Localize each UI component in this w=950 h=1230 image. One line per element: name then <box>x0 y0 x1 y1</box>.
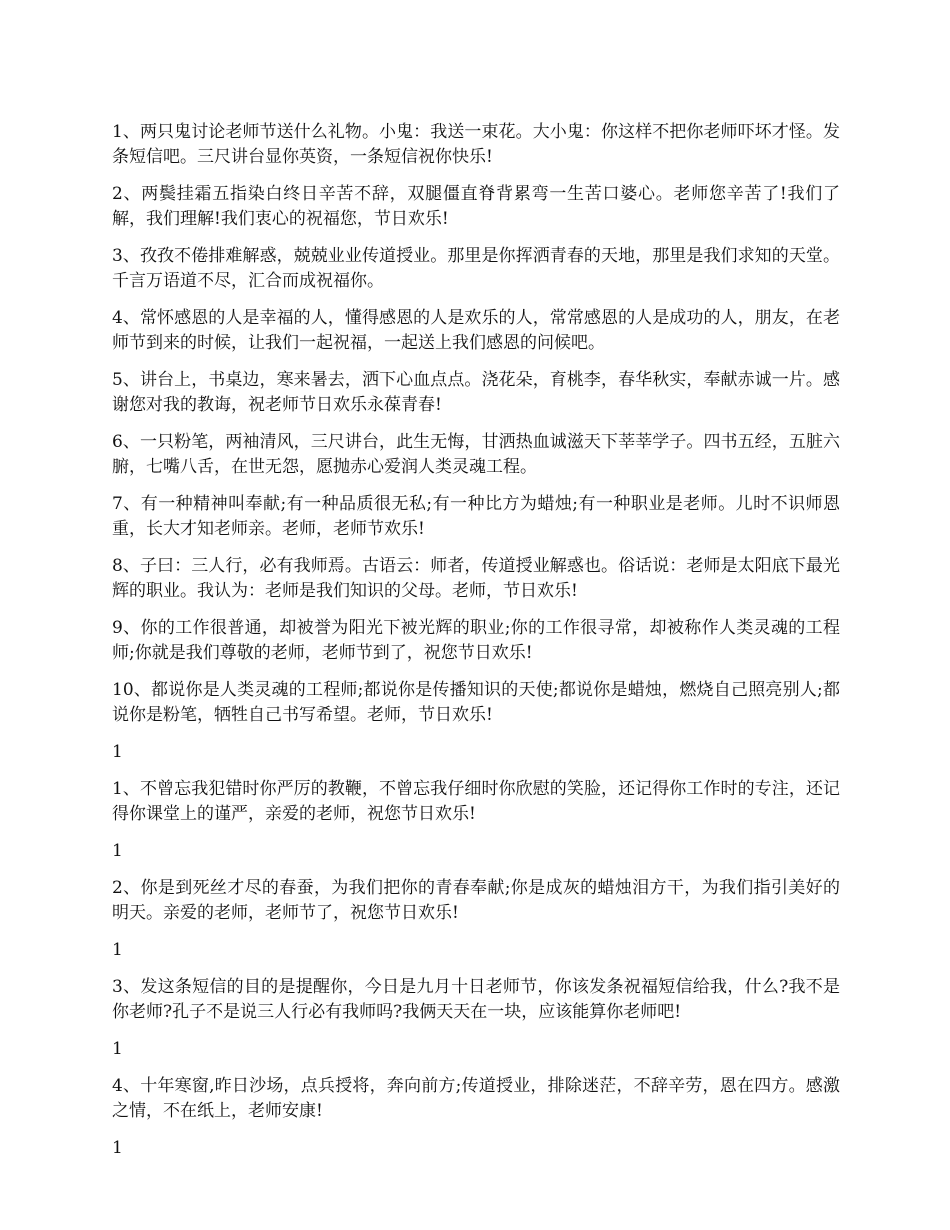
section-number: 1 <box>112 1039 123 1059</box>
paragraph: 9、你的工作很普通，却被誉为阳光下被光辉的职业;你的工作很寻常，却被称作人类灵魂的工程师;你就是我们尊敬的老师，老师节到了，祝您节日欢乐! <box>112 618 840 663</box>
paragraph: 1、两只鬼讨论老师节送什么礼物。小鬼：我送一束花。大小鬼：你这样不把你老师吓坏才怪。发条短信吧。三尺讲台显你英资，一条短信祝你快乐! <box>112 122 840 167</box>
section-number: 1 <box>112 841 123 861</box>
document-body <box>112 120 840 1173</box>
paragraph: 1、不曾忘我犯错时你严厉的教鞭，不曾忘我仔细时你欣慰的笑脸，还记得你工作时的专注，还记得你课堂上的谨严，亲爱的老师，祝您节日欢乐! <box>112 779 840 824</box>
paragraph: 6、一只粉笔，两袖清风，三尺讲台，此生无悔，甘洒热血诚滋天下莘莘学子。四书五经，五脏六腑，七嘴八舌，在世无怨，愿抛赤心爱润人类灵魂工程。 <box>112 432 840 477</box>
section-number: 1 <box>112 742 123 762</box>
paragraph: 4、常怀感恩的人是幸福的人，懂得感恩的人是欢乐的人，常常感恩的人是成功的人，朋友，在老师节到来的时候，让我们一起祝福，一起送上我们感恩的问候吧。 <box>112 308 840 353</box>
section-number: 1 <box>112 1138 123 1158</box>
paragraph: 5、讲台上，书桌边，寒来暑去，洒下心血点点。浇花朵，育桃李，春华秋实，奉献赤诚一片。感谢您对我的教诲，祝老师节日欢乐永葆青春! <box>112 370 840 415</box>
paragraph: 3、发这条短信的目的是提醒你，今日是九月十日老师节，你该发条祝福短信给我，什么?我不是你老师?孔子不是说三人行必有我师吗?我俩天天在一块，应该能算你老师吧! <box>112 977 840 1022</box>
paragraph: 3、孜孜不倦排难解惑，兢兢业业传道授业。那里是你挥洒青春的天地，那里是我们求知的天堂。千言万语道不尽，汇合而成祝福你。 <box>112 246 840 291</box>
paragraph: 4、十年寒窗,昨日沙场，点兵授将，奔向前方;传道授业，排除迷茫，不辞辛劳，恩在四方。感激之情，不在纸上，老师安康! <box>112 1076 840 1121</box>
section-number: 1 <box>112 940 123 960</box>
paragraph: 10、都说你是人类灵魂的工程师;都说你是传播知识的天使;都说你是蜡烛，燃烧自己照亮别人;都说你是粉笔，牺牲自己书写希望。老师，节日欢乐! <box>112 680 840 725</box>
paragraph: 2、两鬓挂霜五指染白终日辛苦不辞，双腿僵直脊背累弯一生苦口婆心。老师您辛苦了!我们了解，我们理解!我们衷心的祝福您，节日欢乐! <box>112 184 840 229</box>
paragraph: 8、子曰：三人行，必有我师焉。古语云：师者，传道授业解惑也。俗话说：老师是太阳底下最光辉的职业。我认为：老师是我们知识的父母。老师，节日欢乐! <box>112 556 840 601</box>
paragraph: 2、你是到死丝才尽的春蚕，为我们把你的青春奉献;你是成灰的蜡烛泪方干，为我们指引美好的明天。亲爱的老师，老师节了，祝您节日欢乐! <box>112 878 840 923</box>
paragraph: 7、有一种精神叫奉献;有一种品质很无私;有一种比方为蜡烛;有一种职业是老师。儿时不识师恩重，长大才知老师亲。老师，老师节欢乐! <box>112 494 840 539</box>
